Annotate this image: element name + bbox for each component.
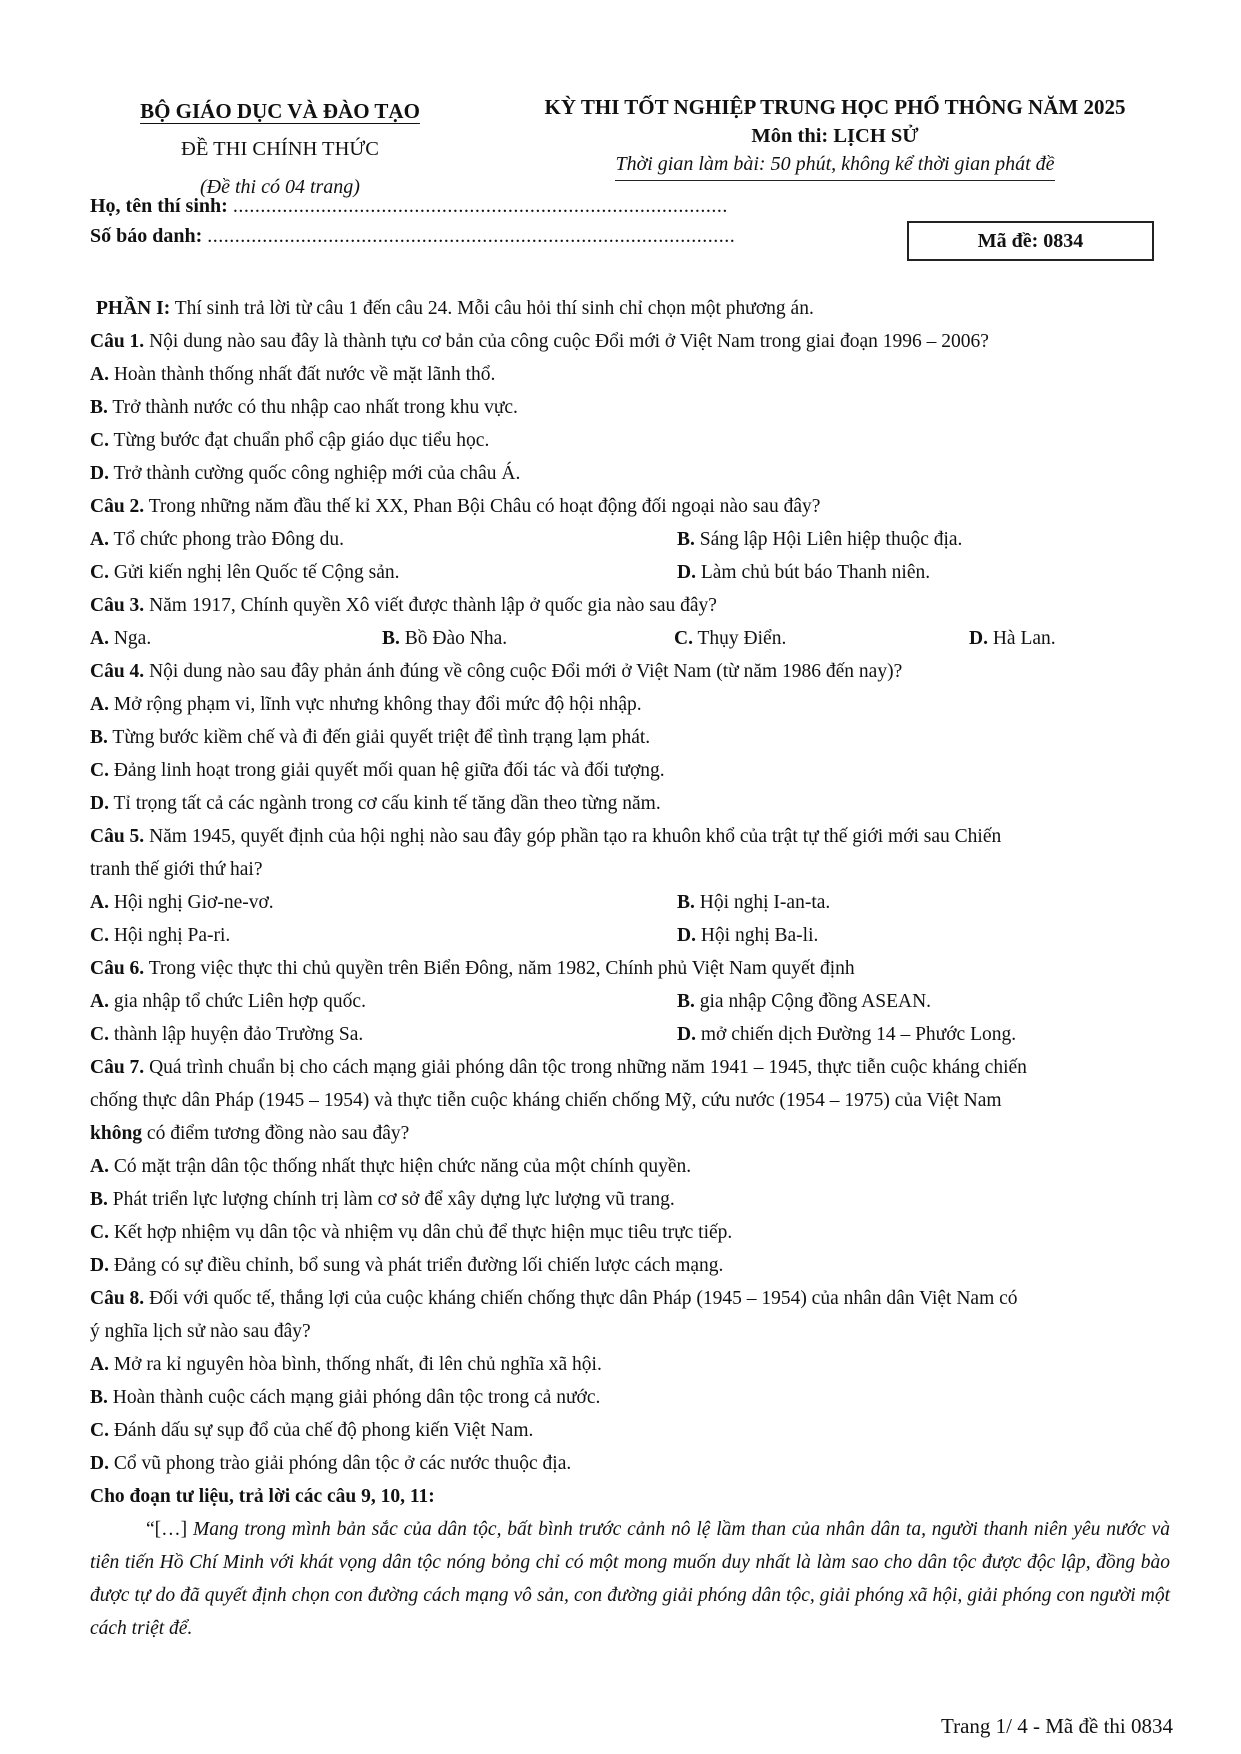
option-text: Bồ Đào Nha. [404,628,508,649]
question-label: Câu 1. [90,331,145,352]
question-7-continued-2 [90,1117,1170,1150]
option-text: Mở rộng phạm vi, lĩnh vực nhưng không thay đổi mức độ hội nhập. [113,694,642,715]
option-text: Hội nghị I-an-ta. [699,892,831,913]
option-label: B. [677,529,695,550]
option-label: C. [90,1222,109,1243]
candidate-id-label: Số báo danh: [90,225,203,247]
option-text: Hoàn thành thống nhất đất nước về mặt lãnh thổ. [113,364,496,385]
option-text: Hội nghị Ba-li. [700,925,819,946]
option-text: Trở thành cường quốc công nghiệp mới của châu Á. [113,463,521,484]
header-left [90,92,470,206]
option-label: D. [969,628,988,649]
ministry-name: BỘ GIÁO DỤC VÀ ĐÀO TẠO [140,99,420,123]
option-text: Kết hợp nhiệm vụ dân tộc và nhiệm vụ dân chủ để thực hiện mục tiêu trực tiếp. [113,1222,733,1243]
option-label: B. [90,397,108,418]
option-text: Phát triển lực lượng chính trị làm cơ sở để xây dựng lực lượng vũ trang. [112,1189,675,1210]
option-label: A. [90,694,109,715]
option-label: A. [90,1354,109,1375]
option-c [90,1018,677,1051]
option-label: A. [90,529,109,550]
part-label: PHẦN I: [96,298,171,319]
option-text: Nga. [113,628,152,649]
option-b [677,985,931,1018]
option-a [90,1150,1170,1183]
option-label: B. [90,1387,108,1408]
option-b [90,1381,1170,1414]
question-label: Câu 6. [90,958,145,979]
option-a [90,985,677,1018]
question-text: Nội dung nào sau đây phản ánh đúng về công cuộc Đổi mới ở Việt Nam (từ năm 1986 đến nay)? [144,661,903,682]
question-4 [90,655,1170,688]
option-label: B. [90,727,108,748]
option-d [90,787,1170,820]
option-text: Hội nghị Pa-ri. [113,925,231,946]
option-b [90,1183,1170,1216]
question-7 [90,1051,1170,1084]
question-text: Trong việc thực thi chủ quyền trên Biển Đông, năm 1982, Chính phủ Việt Nam quyết định [144,958,855,979]
option-d [90,1249,1170,1282]
question-label: Câu 8. [90,1288,145,1309]
option-label: D. [677,1024,696,1045]
question-label: Câu 2. [90,496,145,517]
option-text: Mở ra kỉ nguyên hòa bình, thống nhất, đi lên chủ nghĩa xã hội. [113,1354,602,1375]
header-right [495,92,1175,181]
official-exam-label: ĐỀ THI CHÍNH THỨC [181,138,379,160]
option-label: D. [90,793,109,814]
option-c [90,754,1170,787]
options-row [90,985,1170,1018]
option-label: A. [90,364,109,385]
question-8-continued: ý nghĩa lịch sử nào sau đây? [90,1321,311,1342]
options-row [90,523,1170,556]
exam-content [90,292,1170,1645]
option-c [674,622,969,655]
option-d [677,556,930,589]
option-a [90,358,1170,391]
options-row [90,1018,1170,1051]
option-d [90,457,1170,490]
option-a [90,622,382,655]
negation-word: không [90,1123,143,1144]
option-d [969,622,1056,655]
option-d [677,919,818,952]
option-text: gia nhập tổ chức Liên hợp quốc. [113,991,366,1012]
question-6 [90,952,1170,985]
option-label: D. [677,562,696,583]
question-label: Câu 5. [90,826,145,847]
subject-line: Môn thi: LỊCH SỬ [751,125,919,147]
option-label: B. [382,628,400,649]
question-5-continued: tranh thế giới thứ hai? [90,859,263,880]
time-note: Thời gian làm bài: 50 phút, không kể thời gian phát đề [615,150,1054,181]
option-c [90,424,1170,457]
option-text: Gửi kiến nghị lên Quốc tế Cộng sản. [113,562,400,583]
question-8 [90,1282,1170,1315]
option-text: Thụy Điển. [697,628,787,649]
question-label: Câu 4. [90,661,145,682]
option-text: Tỉ trọng tất cả các ngành trong cơ cấu kinh tế tăng dần theo từng năm. [113,793,661,814]
option-a [90,523,677,556]
part-heading [90,292,1170,325]
part-text: Thí sinh trả lời từ câu 1 đến câu 24. Mỗi câu hỏi thí sinh chỉ chọn một phương án. [170,298,814,319]
question-label: Câu 7. [90,1057,145,1078]
option-label: C. [90,430,109,451]
question-text: Năm 1917, Chính quyền Xô viết được thành lập ở quốc gia nào sau đây? [144,595,717,616]
option-label: A. [90,628,109,649]
option-a [90,688,1170,721]
exam-code-box: Mã đề: 0834 [907,221,1154,261]
option-label: B. [677,892,695,913]
exam-title: KỲ THI TỐT NGHIỆP TRUNG HỌC PHỔ THÔNG NĂM 2025 [544,95,1126,119]
option-a [90,886,677,919]
option-d [677,1018,1016,1051]
passage-quote [90,1513,1170,1645]
option-b [677,523,962,556]
question-text: Năm 1945, quyết định của hội nghị nào sau đây góp phần tạo ra khuôn khổ của trật tự thế giới mới sau Chiến [144,826,1002,847]
option-text: Đánh dấu sự sụp đổ của chế độ phong kiến Việt Nam. [113,1420,534,1441]
option-text: Tổ chức phong trào Đông du. [113,529,344,550]
options-row [90,622,1170,655]
question-3 [90,589,1170,622]
candidate-name-label: Họ, tên thí sinh: [90,195,228,217]
option-label: B. [90,1189,108,1210]
option-text: Đảng có sự điều chỉnh, bổ sung và phát triển đường lối chiến lược cách mạng. [113,1255,724,1276]
option-b [382,622,674,655]
option-label: C. [90,925,109,946]
question-7-continued: chống thực dân Pháp (1945 – 1954) và thực tiễn cuộc kháng chiến chống Mỹ, cứu nước (1954 – 1975) của Việt Nam [90,1090,1002,1111]
option-a [90,1348,1170,1381]
question-label: Câu 3. [90,595,145,616]
question-text: có điểm tương đồng nào sau đây? [142,1123,410,1144]
option-d [90,1447,1170,1480]
quote-text: Mang trong mình bản sắc của dân tộc, bất bình trước cảnh nô lệ lầm than của nhân dân ta, người thanh niên yêu nước và tiên tiến Hồ Chí Minh với khát vọng dân tộc nóng bỏng chỉ có một mong muốn duy nhất là làm sao cho dân tộc được độc lập, đồng bào được tự do đã quyết định chọn con đường cách mạng vô sản, con đường giải phóng dân tộc, giải phóng xã hội, giải phóng con người một cách triệt để. [90,1519,1170,1639]
option-label: A. [90,892,109,913]
option-c [90,1216,1170,1249]
option-text: Từng bước đạt chuẩn phổ cập giáo dục tiểu học. [113,430,490,451]
question-5 [90,820,1170,853]
option-label: C. [674,628,693,649]
option-text: Có mặt trận dân tộc thống nhất thực hiện chức năng của một chính quyền. [113,1156,692,1177]
option-b [90,391,1170,424]
question-1 [90,325,1170,358]
candidate-id-line [90,222,735,252]
quote-open: “[…] [146,1519,194,1540]
option-label: C. [90,1420,109,1441]
option-c [90,919,677,952]
candidate-name-line [90,192,728,222]
option-label: C. [90,760,109,781]
option-text: Trở thành nước có thu nhập cao nhất trong khu vực. [112,397,518,418]
option-c [90,556,677,589]
option-text: thành lập huyện đảo Trường Sa. [113,1024,364,1045]
option-text: Đảng linh hoạt trong giải quyết mối quan hệ giữa đối tác và đối tượng. [113,760,665,781]
options-row [90,556,1170,589]
passage-intro: Cho đoạn tư liệu, trả lời các câu 9, 10, 11: [90,1486,435,1507]
option-b [90,721,1170,754]
question-text: Nội dung nào sau đây là thành tựu cơ bản của công cuộc Đổi mới ở Việt Nam trong giai đoạn 1996 – 2006? [144,331,989,352]
option-text: Hoàn thành cuộc cách mạng giải phóng dân tộc trong cả nước. [112,1387,601,1408]
option-text: gia nhập Cộng đồng ASEAN. [699,991,932,1012]
question-text: Trong những năm đầu thế kỉ XX, Phan Bội Châu có hoạt động đối ngoại nào sau đây? [144,496,821,517]
options-row [90,886,1170,919]
option-text: mở chiến dịch Đường 14 – Phước Long. [700,1024,1017,1045]
option-text: Hà Lan. [992,628,1056,649]
option-text: Làm chủ bút báo Thanh niên. [700,562,931,583]
option-text: Cổ vũ phong trào giải phóng dân tộc ở các nước thuộc địa. [113,1453,572,1474]
option-b [677,886,830,919]
question-text: Đối với quốc tế, thắng lợi của cuộc kháng chiến chống thực dân Pháp (1945 – 1954) của nhân dân Việt Nam có [144,1288,1018,1309]
option-c [90,1414,1170,1447]
page-footer: Trang 1/ 4 - Mã đề thi 0834 [941,1714,1173,1738]
option-label: C. [90,1024,109,1045]
option-label: D. [90,1255,109,1276]
option-label: D. [90,1453,109,1474]
candidate-name-dots: .......................................................................................... [232,195,728,217]
question-text: Quá trình chuẩn bị cho cách mạng giải phóng dân tộc trong những năm 1941 – 1945, thực tiễn cuộc kháng chiến [144,1057,1027,1078]
option-label: B. [677,991,695,1012]
option-text: Sáng lập Hội Liên hiệp thuộc địa. [699,529,963,550]
option-label: D. [677,925,696,946]
option-label: D. [90,463,109,484]
options-row [90,919,1170,952]
option-text: Từng bước kiềm chế và đi đến giải quyết triệt để tình trạng lạm phát. [112,727,651,748]
option-label: C. [90,562,109,583]
option-label: A. [90,991,109,1012]
candidate-id-dots: ................................................................................................ [207,225,736,247]
question-2 [90,490,1170,523]
option-label: A. [90,1156,109,1177]
pages-note: (Đề thi có 04 trang) [200,176,360,198]
option-text: Hội nghị Giơ-ne-vơ. [113,892,274,913]
